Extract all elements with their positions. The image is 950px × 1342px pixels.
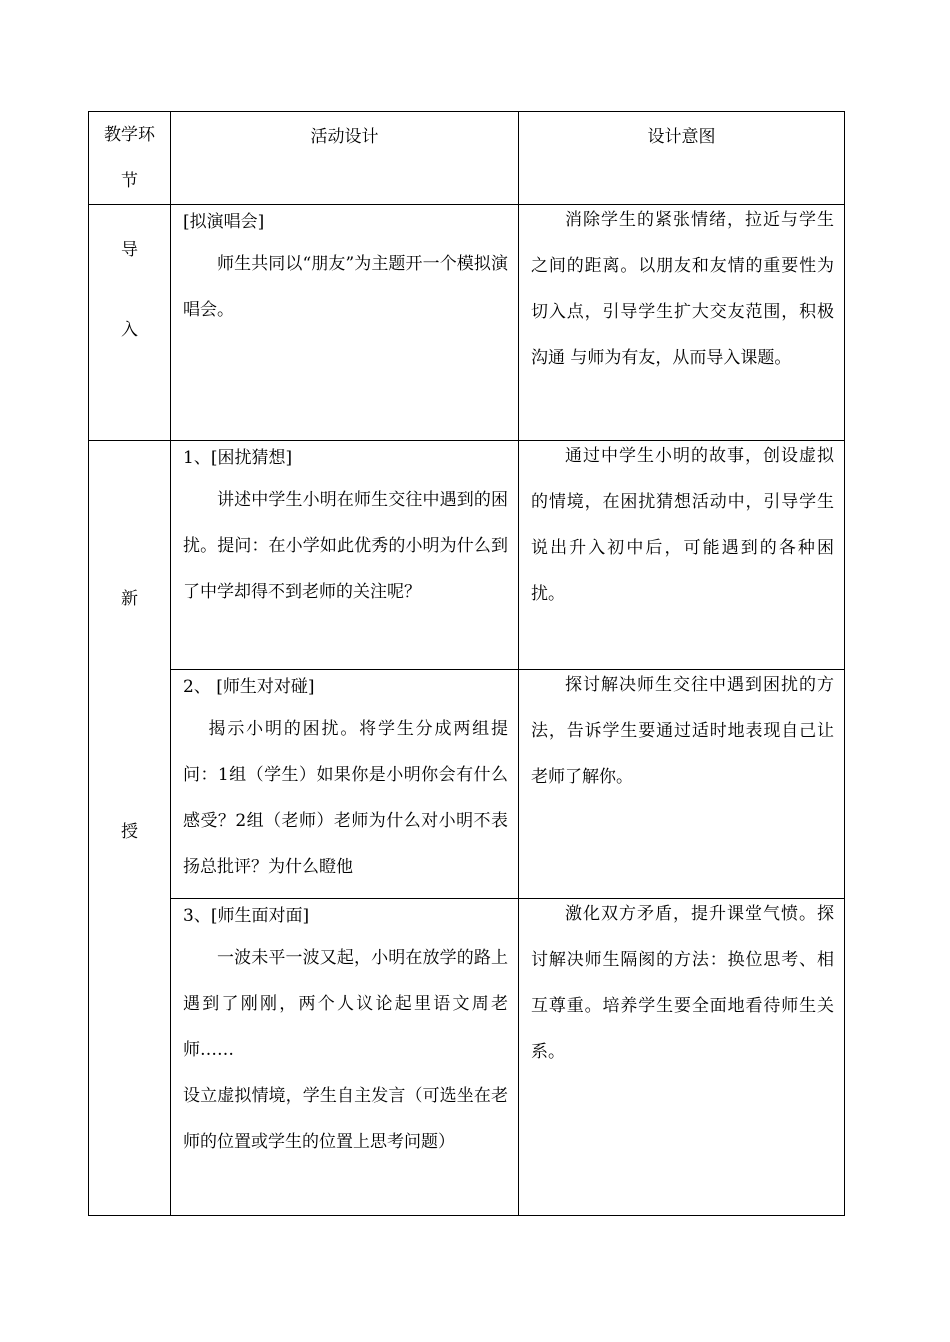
header-row (89, 112, 845, 205)
intent-3-text: 激化双方矛盾，提升课堂气愤。探讨解决师生隔阂的方法：换位思考、相互尊重。培养学生要全面地看待师生关系。 (531, 904, 834, 1062)
activity-3 (171, 899, 519, 1216)
lesson-plan-table (88, 111, 845, 1216)
intro-intent (519, 205, 845, 441)
new-lesson-stage-char1: 新 (121, 589, 138, 609)
activity-row-1 (89, 441, 845, 670)
new-lesson-stage-char2: 授 (121, 822, 138, 842)
activity-1-title: 1、[困扰猜想] (183, 448, 293, 468)
intro-stage-char2: 入 (121, 320, 138, 340)
activity-3-text: 一波未平一波又起，小明在放学的路上遇到了刚刚，两个人议论起里语文周老师…… (183, 948, 508, 1060)
intro-intent-text: 消除学生的紧张情绪，拉近与学生之间的距离。以朋友和友情的重要性为切入点，引导学生扩大交友范围，积极沟通 与师为有友，从而导入课题。 (531, 210, 834, 368)
header-intent: 设计意图 (519, 112, 845, 205)
intro-activity (171, 205, 519, 441)
activity-3-title: 3、[师生面对面] (183, 906, 310, 926)
intro-stage-char1: 导 (121, 240, 138, 260)
activity-row-2 (89, 670, 845, 899)
intro-stage (89, 205, 171, 441)
new-lesson-stage (89, 441, 171, 1216)
activity-3-text2: 设立虚拟情境，学生自主发言（可选坐在老师的位置或学生的位置上思考问题） (183, 1086, 508, 1152)
intent-3 (519, 899, 845, 1216)
header-stage (89, 112, 171, 205)
activity-2-text: 揭示小明的困扰。将学生分成两组提问：1组（学生）如果你是小明你会有什么感受？2组（老师）老师为什么对小明不表扬总批评？为什么瞪他 (183, 719, 508, 877)
activity-2-title: 2、 [师生对对碰] (183, 677, 315, 697)
activity-1-text: 讲述中学生小明在师生交往中遇到的困扰。提问：在小学如此优秀的小明为什么到了中学却得不到老师的关注呢？ (183, 490, 508, 602)
intent-1 (519, 441, 845, 670)
intro-activity-title: [拟演唱会] (183, 212, 265, 232)
activity-1 (171, 441, 519, 670)
header-activity: 活动设计 (171, 112, 519, 205)
intent-2 (519, 670, 845, 899)
intent-1-text: 通过中学生小明的故事，创设虚拟的情境，在困扰猜想活动中，引导学生说出升入初中后，可能遇到的各种困扰。 (531, 446, 834, 604)
intro-row (89, 205, 845, 441)
activity-2 (171, 670, 519, 899)
intro-activity-text: 师生共同以“朋友”为主题开一个模拟演唱会。 (183, 254, 508, 320)
activity-row-3 (89, 899, 845, 1216)
header-stage-line2: 节 (121, 171, 138, 191)
intent-2-text: 探讨解决师生交往中遇到困扰的方法，告诉学生要通过适时地表现自己让老师了解你。 (531, 675, 834, 787)
header-stage-line1: 教学环 (104, 125, 155, 145)
